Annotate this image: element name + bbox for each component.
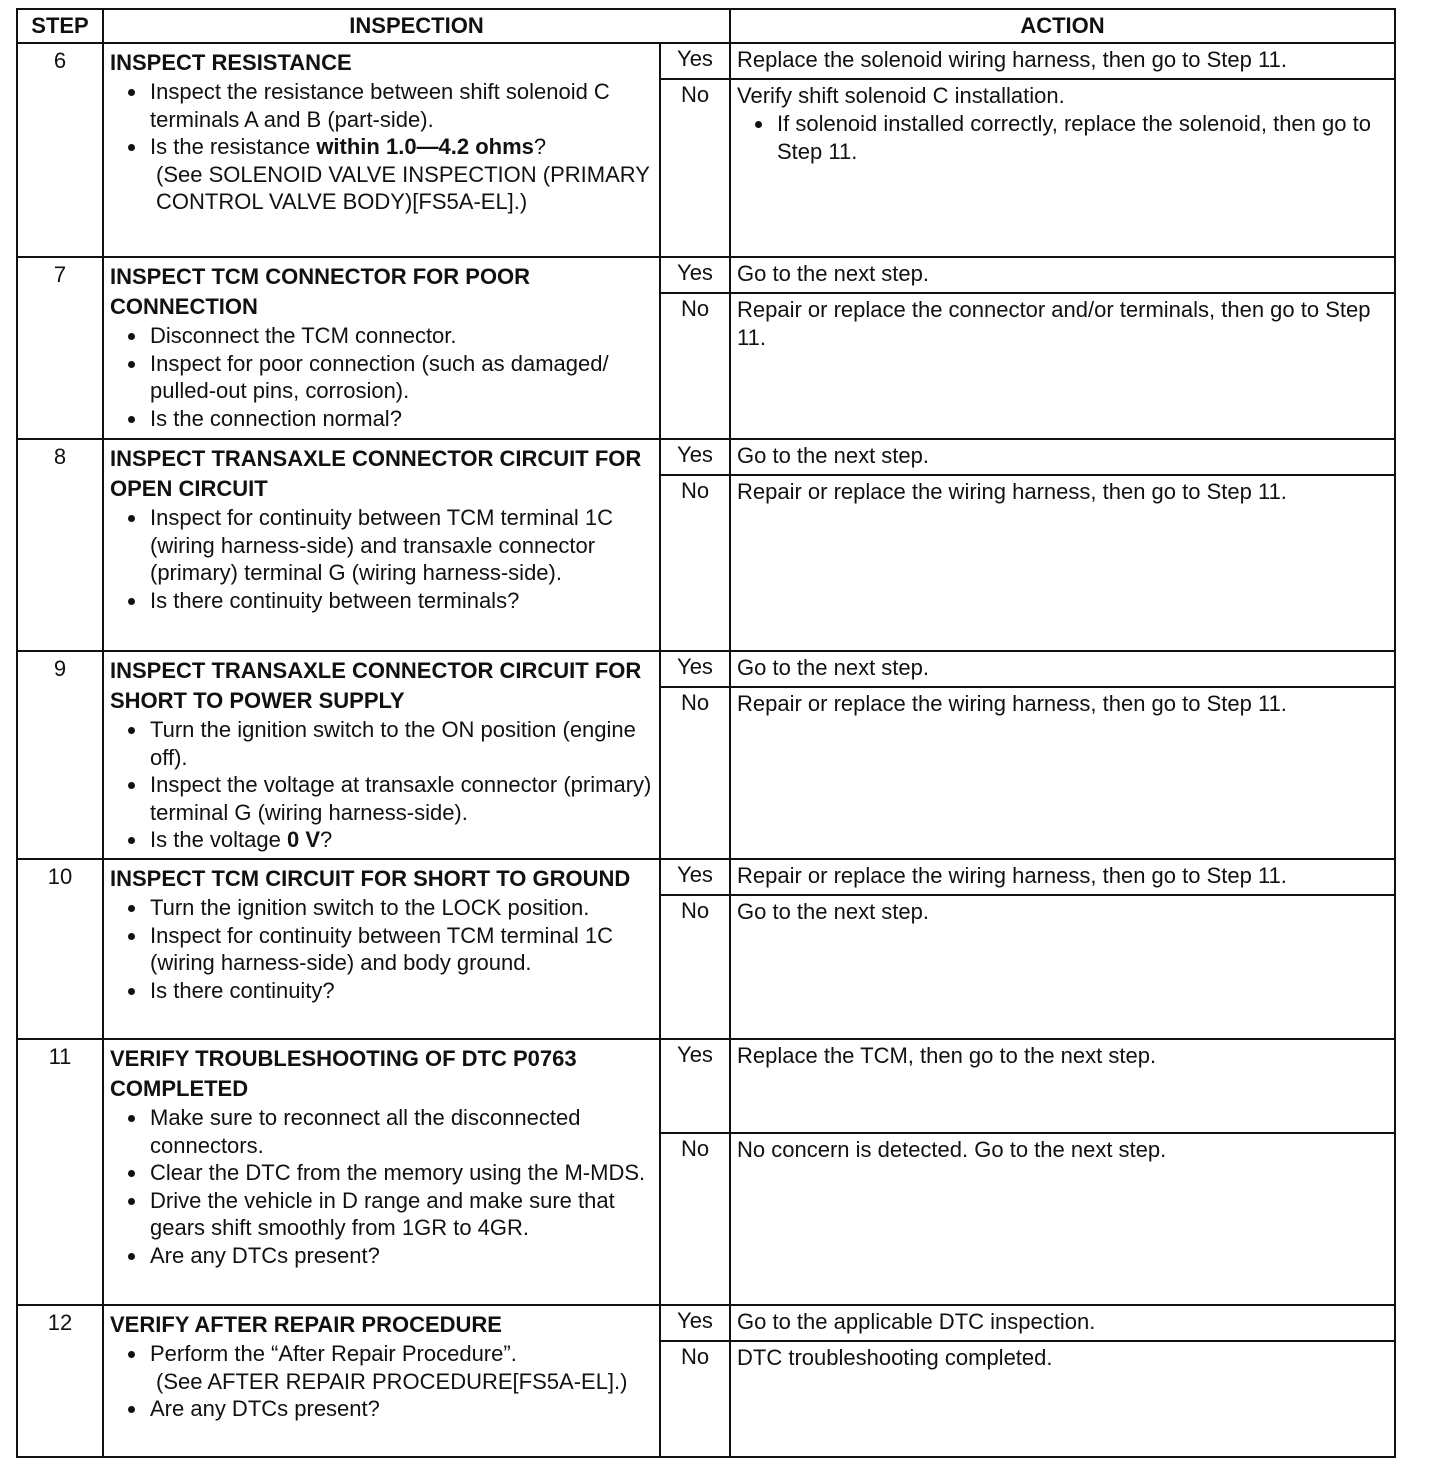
table-row <box>17 257 1395 293</box>
inspection-table <box>16 8 1396 1458</box>
yes-label: Yes <box>660 651 730 687</box>
yes-action: Replace the solenoid wiring harness, then go to Step 11. <box>730 43 1395 79</box>
table-body <box>17 43 1395 1457</box>
inspection-title: VERIFY AFTER REPAIR PROCEDURE <box>110 1312 502 1337</box>
inspection-bullet: • Is the voltage 0 V? <box>148 826 653 854</box>
step-number: 6 <box>17 43 103 257</box>
inspection-title: INSPECT TCM CONNECTOR FOR POOR CONNECTION <box>110 264 531 319</box>
inspection-bullet: • Turn the ignition switch to the ON position (engine off). <box>148 716 653 771</box>
table-row <box>17 1039 1395 1133</box>
no-action-cell <box>730 895 1395 1039</box>
inspection-bullets <box>110 78 653 216</box>
no-label: No <box>660 687 730 859</box>
inspection-cell <box>103 43 660 257</box>
yes-label: Yes <box>660 439 730 475</box>
see-reference-note: (See SOLENOID VALVE INSPECTION (PRIMARY CONTROL VALVE BODY)[FS5A-EL].) <box>156 161 650 214</box>
inspection-title: INSPECT TCM CIRCUIT FOR SHORT TO GROUND <box>110 866 631 891</box>
inspection-bullet: • Perform the “After Repair Procedure”. (See AFTER REPAIR PROCEDURE[FS5A-EL].) <box>148 1340 653 1395</box>
yes-action: Replace the TCM, then go to the next step. <box>730 1039 1395 1133</box>
inspection-bullets <box>110 1340 653 1423</box>
inspection-bullet: • Disconnect the TCM connector. <box>148 322 653 350</box>
inspection-bullet: • Are any DTCs present? <box>148 1242 653 1270</box>
inspection-bullets <box>110 1104 653 1269</box>
inspection-bullet: • Inspect for continuity between TCM terminal 1C (wiring harness-side) and transaxle connector (primary) terminal G (wiring harness-side). <box>148 504 653 587</box>
no-action-cell <box>730 79 1395 257</box>
no-action-cell <box>730 687 1395 859</box>
yes-label: Yes <box>660 257 730 293</box>
yes-action: Go to the next step. <box>730 439 1395 475</box>
step-number: 10 <box>17 859 103 1039</box>
yes-action: Go to the next step. <box>730 257 1395 293</box>
no-action: DTC troubleshooting completed. <box>737 1345 1053 1370</box>
inspection-cell <box>103 859 660 1039</box>
table-row <box>17 651 1395 687</box>
no-action: Repair or replace the wiring harness, then go to Step 11. <box>737 479 1287 504</box>
inspection-bullet: • Are any DTCs present? <box>148 1395 653 1423</box>
inspection-bullets <box>110 716 653 854</box>
header-inspection: INSPECTION <box>103 9 730 43</box>
yes-action: Go to the next step. <box>730 651 1395 687</box>
inspection-bullet: • Inspect the resistance between shift solenoid C terminals A and B (part-side). <box>148 78 653 133</box>
yes-label: Yes <box>660 1039 730 1133</box>
inspection-bullet: • Inspect the voltage at transaxle connector (primary) terminal G (wiring harness-side). <box>148 771 653 826</box>
no-action-cell <box>730 293 1395 439</box>
inspection-bullets <box>110 504 653 614</box>
inspection-cell <box>103 1039 660 1305</box>
inspection-cell <box>103 1305 660 1457</box>
no-label: No <box>660 79 730 257</box>
no-action-cell <box>730 475 1395 651</box>
step-number: 12 <box>17 1305 103 1457</box>
inspection-bullet: • Inspect for poor connection (such as damaged/ pulled-out pins, corrosion). <box>148 350 653 405</box>
no-action-cell <box>730 1341 1395 1457</box>
inspection-cell <box>103 439 660 651</box>
inspection-bullet: • Is there continuity between terminals? <box>148 587 653 615</box>
inspection-bullet: • Is the resistance within 1.0—4.2 ohms? (See SOLENOID VALVE INSPECTION (PRIMARY CONTROL VALVE BODY)[FS5A-EL].) <box>148 133 653 216</box>
step-number: 7 <box>17 257 103 439</box>
inspection-cell <box>103 651 660 859</box>
header-step: STEP <box>17 9 103 43</box>
yes-label: Yes <box>660 859 730 895</box>
inspection-cell <box>103 257 660 439</box>
table-row <box>17 1305 1395 1341</box>
header-row <box>17 9 1395 43</box>
troubleshooting-document <box>16 8 1394 1458</box>
step-number: 9 <box>17 651 103 859</box>
inspection-bullet: • Turn the ignition switch to the LOCK position. <box>148 894 653 922</box>
no-label: No <box>660 293 730 439</box>
no-label: No <box>660 1133 730 1305</box>
no-action: Go to the next step. <box>737 899 930 924</box>
yes-label: Yes <box>660 1305 730 1341</box>
no-label: No <box>660 895 730 1039</box>
inspection-bullet: • Make sure to reconnect all the disconnected connectors. <box>148 1104 653 1159</box>
no-action-cell <box>730 1133 1395 1305</box>
no-action: Verify shift solenoid C installation. <box>737 83 1065 108</box>
inspection-title: INSPECT TRANSAXLE CONNECTOR CIRCUIT FOR OPEN CIRCUIT <box>110 446 642 501</box>
no-label: No <box>660 1341 730 1457</box>
yes-action: Go to the applicable DTC inspection. <box>730 1305 1395 1341</box>
header-action: ACTION <box>730 9 1395 43</box>
inspection-title: INSPECT TRANSAXLE CONNECTOR CIRCUIT FOR SHORT TO POWER SUPPLY <box>110 658 642 713</box>
no-label: No <box>660 475 730 651</box>
table-row <box>17 859 1395 895</box>
table-row <box>17 43 1395 79</box>
action-bullet: • If solenoid installed correctly, replace the solenoid, then go to Step 11. <box>775 110 1388 166</box>
no-action: Repair or replace the wiring harness, then go to Step 11. <box>737 691 1287 716</box>
no-action: No concern is detected. Go to the next step. <box>737 1137 1167 1162</box>
no-action: Repair or replace the connector and/or terminals, then go to Step 11. <box>737 297 1371 350</box>
inspection-bullet: • Clear the DTC from the memory using the M-MDS. <box>148 1159 653 1187</box>
yes-action: Repair or replace the wiring harness, then go to Step 11. <box>730 859 1395 895</box>
inspection-title: INSPECT RESISTANCE <box>110 50 352 75</box>
inspection-bullet: • Drive the vehicle in D range and make sure that gears shift smoothly from 1GR to 4GR. <box>148 1187 653 1242</box>
inspection-bullet: • Is the connection normal? <box>148 405 653 433</box>
step-number: 8 <box>17 439 103 651</box>
step-number: 11 <box>17 1039 103 1305</box>
action-bullets <box>737 110 1388 166</box>
inspection-bullets <box>110 322 653 432</box>
inspection-bullet: • Inspect for continuity between TCM terminal 1C (wiring harness-side) and body ground. <box>148 922 653 977</box>
inspection-bullets <box>110 894 653 1004</box>
see-reference-note: (See AFTER REPAIR PROCEDURE[FS5A-EL].) <box>156 1368 628 1394</box>
table-row <box>17 439 1395 475</box>
yes-label: Yes <box>660 43 730 79</box>
inspection-bullet: • Is there continuity? <box>148 977 653 1005</box>
inspection-title: VERIFY TROUBLESHOOTING OF DTC P0763 COMPLETED <box>110 1046 577 1101</box>
